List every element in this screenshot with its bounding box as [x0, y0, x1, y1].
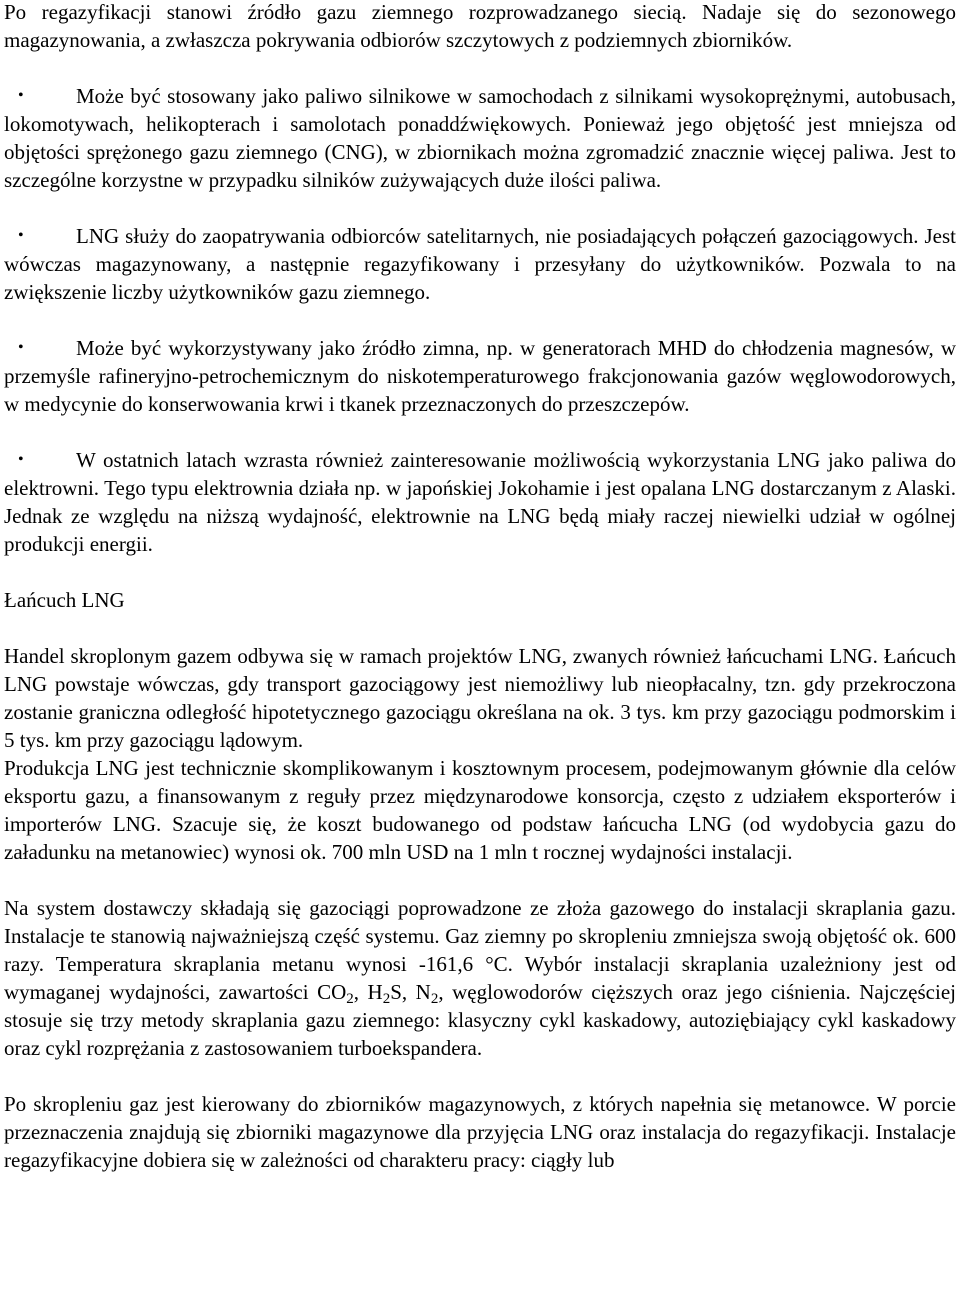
paragraph-supply-system: Na system dostawczy składają się gazociągi poprowadzone ze złoża gazowego do instalacji skraplania gazu. Instalacje te stanowią najważniejszą część systemu. Gaz ziemny po skropleniu zmniejsza swoją objętość ok. 600 razy. Temperatura skraplania metanu wynosi -161,6 °C. Wybór instalacji skraplania uzależniony jest od wymaganej wydajności, zawartości $CO_2$, $H_2S$, $N_2$, węglowodorów cięższych oraz jego ciśnienia. Najczęściej stosuje się trzy metody skraplania gazu ziemnego: klasyczny cykl kaskadowy, autoziębiający cykl kaskadowy oraz cykl rozprężania z zastosowaniem turboekspandera. — [4, 896, 956, 1060]
paragraph-production: Produkcja LNG jest technicznie skomplikowanym i kosztownym procesem, podejmowanym głównie dla celów eksportu gazu, a finansowanym z reguły przez międzynarodowe konsorcja, często z udziałem eksporterów i importerów LNG. Szacuje się, że koszt budowanego od podstaw łańcucha LNG (od wydobycia gazu do załadunku na metanowiec) wynosi ok. 700 mln USD na 1 mln t rocznej wydajności instalacji. — [4, 756, 956, 864]
spacer — [4, 558, 956, 586]
bullet-item-fuel — [4, 82, 956, 194]
bullet-item-cold-source — [4, 334, 956, 418]
bullet-icon: • — [18, 451, 24, 468]
bullet-text: W ostatnich latach wzrasta również zainteresowanie możliwością wykorzystania LNG jako paliwa do elektrowni. Tego typu elektrownia działa np. w japońskiej Jokohamie i jest opalana LNG dostarczanym z Alaski. Jednak ze względu na niższą wydajność, elektrownie na LNG będą miały raczej niewielki udział w ogólnej produkcji energii. — [4, 448, 956, 556]
paragraph-trade: Handel skroplonym gazem odbywa się w ramach projektów LNG, zwanych również łańcuchami LNG. Łańcuch LNG powstaje wówczas, gdy transport gazociągowy jest niemożliwy lub nieopłacalny, tzn. gdy przekroczona zostanie graniczna odległość hipotetycznego gazociągu określana na ok. 3 tys. km przy gazociągu podmorskim i 5 tys. km przy gazociągu lądowym. — [4, 644, 956, 752]
paragraph-storage: Po skropleniu gaz jest kierowany do zbiorników magazynowych, z których napełnia się metanowce. W porcie przeznaczenia znajdują się zbiorniki magazynowe dla przyjęcia LNG oraz instalacja do regazyfikacji. Instalacje regazyfikacyjne dobiera się w zależności od charakteru pracy: ciągły lub — [4, 1092, 956, 1172]
spacer — [4, 306, 956, 334]
bullet-item-satellite — [4, 222, 956, 306]
document-page — [4, 0, 956, 1174]
section-heading: Łańcuch LNG — [4, 588, 125, 612]
bullet-icon: • — [18, 339, 24, 356]
intro-paragraph: Po regazyfikacji stanowi źródło gazu ziemnego rozprowadzanego siecią. Nadaje się do sezonowego magazynowania, a zwłaszcza pokrywania odbiorów szczytowych z podziemnych zbiorników. — [4, 0, 956, 52]
bullet-text: Może być stosowany jako paliwo silnikowe w samochodach z silnikami wysokoprężnymi, autobusach, lokomotywach, helikopterach i samolotach ponaddźwiękowych. Ponieważ jego objętość jest mniejsza od objętości sprężonego gazu ziemnego (CNG), w zbiornikach można zgromadzić znacznie więcej paliwa. Jest to szczególne korzystne w przypadku silników zużywających duże ilości paliwa. — [4, 84, 956, 192]
spacer — [4, 194, 956, 222]
spacer — [4, 866, 956, 894]
bullet-item-power-plant — [4, 446, 956, 558]
spacer — [4, 418, 956, 446]
bullet-icon: • — [18, 227, 24, 244]
spacer — [4, 54, 956, 82]
spacer — [4, 614, 956, 642]
spacer — [4, 1062, 956, 1090]
bullet-text: Może być wykorzystywany jako źródło zimna, np. w generatorach MHD do chłodzenia magnesów, w przemyśle rafineryjno-petrochemicznym do niskotemperaturowego frakcjonowania gazów węglowodorowych, w medycynie do konserwowania krwi i tkanek przeznaczonych do przeszczepów. — [4, 336, 956, 416]
bullet-text: LNG służy do zaopatrywania odbiorców satelitarnych, nie posiadających połączeń gazociągowych. Jest wówczas magazynowany, a następnie regazyfikowany i przesyłany do użytkowników. Pozwala to na zwiększenie liczby użytkowników gazu ziemnego. — [4, 224, 956, 304]
bullet-icon: • — [18, 87, 24, 104]
